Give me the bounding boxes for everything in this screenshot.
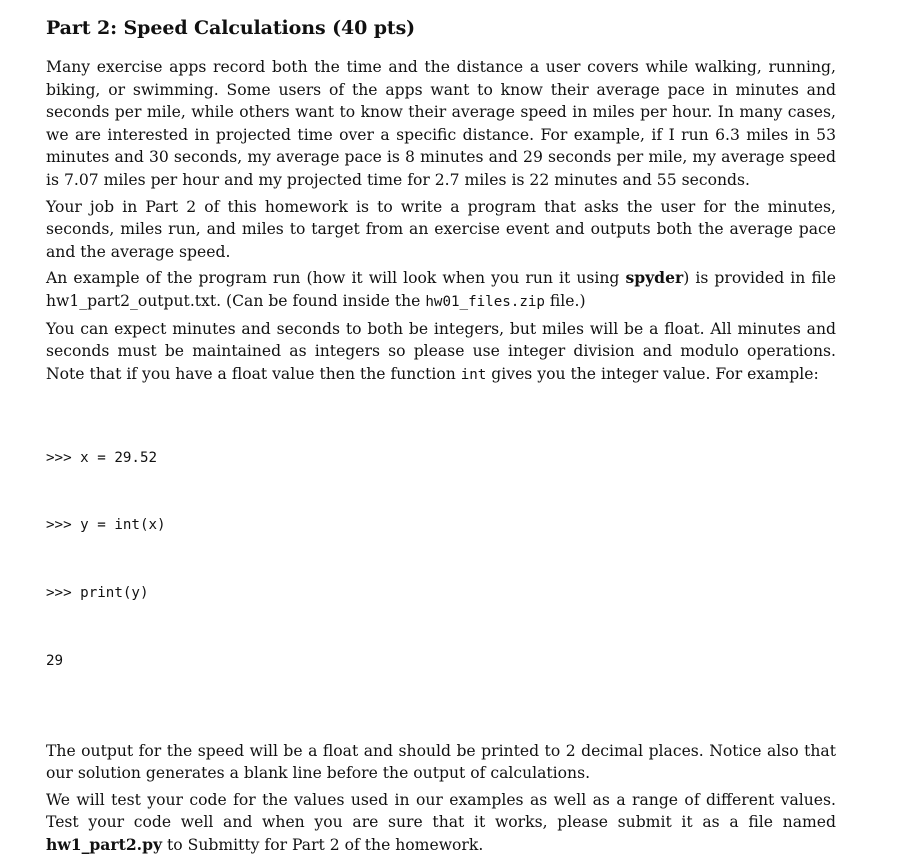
paragraph-intro: Many exercise apps record both the time and the distance a user covers while walking, running, biking, or swimming. Some users of the apps want to know their average pace in minutes and seconds per mile, while others want to know their average speed in miles per hour. In many cases, we are interested in projected time over a specific distance. For example, if I run 6.3 miles in 53 minutes and 30 seconds, my average pace is 8 minutes and 29 seconds per mile, my average speed is 7.07 miles per hour and my projected time for 2.7 miles is 22 minutes and 55 seconds. bbox=[46, 58, 836, 189]
paragraph-task: Your job in Part 2 of this homework is to write a program that asks the user for the minutes, seconds, miles run, and miles to target from an exercise event and outputs both the average pace and the average speed. bbox=[46, 197, 836, 261]
code-line: >>> y = int(x) bbox=[46, 517, 166, 534]
paragraph-submission bbox=[46, 789, 836, 857]
document-page bbox=[46, 14, 836, 858]
inline-code-int: int bbox=[460, 366, 487, 383]
paragraph-integers bbox=[46, 318, 836, 387]
code-line: >>> x = 29.52 bbox=[46, 449, 158, 466]
code-example-block bbox=[46, 401, 836, 717]
text-segment: gives you the integer value. For example: bbox=[486, 364, 819, 383]
text-segment: An example of the program run (how it will look when you run it using bbox=[46, 269, 626, 288]
bold-filename: hw1_part2.py bbox=[46, 835, 163, 854]
code-line: >>> print(y) bbox=[46, 585, 149, 602]
text-segment: ) is provided in file hw1_part2_output.txt. (Can be found inside the bbox=[46, 269, 836, 310]
paragraph-output-format: The output for the speed will be a float and should be printed to 2 decimal places. Notice also that our solution generates a blank line before the output of calculations. bbox=[46, 741, 836, 783]
code-line: 29 bbox=[46, 652, 64, 669]
text-segment: file.) bbox=[544, 291, 586, 310]
text-segment: You can expect minutes and seconds to both be integers, but miles will be a float. All minutes and seconds must be maintained as integers so please use integer division and modulo operations. Note that if you have a float value then the function bbox=[46, 319, 836, 383]
paragraph-example-file bbox=[46, 267, 836, 313]
text-segment: We will test your code for the values used in our examples as well as a range of different values. Test your code well and when you are sure that it works, please submit it as a file named bbox=[46, 790, 836, 832]
section-heading: Part 2: Speed Calculations (40 pts) bbox=[46, 17, 416, 39]
text-segment: to Submitty for Part 2 of the homework. bbox=[162, 836, 484, 854]
inline-code-zip: hw01_files.zip bbox=[425, 293, 545, 310]
bold-term-spyder: spyder bbox=[625, 268, 684, 288]
